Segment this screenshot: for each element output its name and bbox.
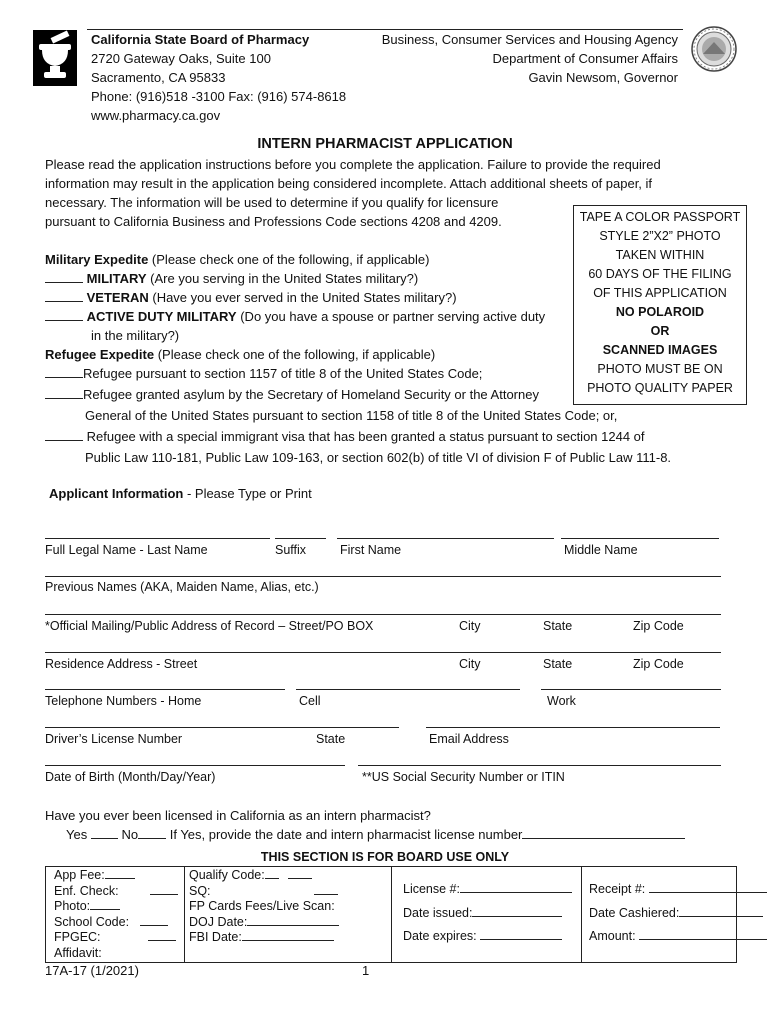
refugee-option-1157[interactable]: Refugee pursuant to section 1157 of title 8 of the United States Code; — [45, 366, 482, 381]
first-name-label: First Name — [340, 543, 402, 557]
board-date-cashiered: Date Cashiered: — [589, 902, 767, 926]
photo-box-line: OR — [650, 324, 670, 338]
checkbox-blank[interactable] — [45, 398, 83, 399]
pharmacy-mortar-pestle-logo — [33, 30, 77, 86]
phone-cell-label: Cell — [299, 694, 321, 708]
photo-box-line: NO POLAROID — [615, 305, 705, 319]
photo-box-line: PHOTO QUALITY PAPER — [587, 381, 733, 395]
board-photo: Photo: — [54, 899, 178, 915]
refugee-option-asylum[interactable]: Refugee granted asylum by the Secretary of Homeland Security or the Attorney — [45, 387, 539, 402]
military-option-military[interactable]: MILITARY (Are you serving in the United States military?) — [45, 271, 418, 286]
license-number-field[interactable] — [522, 838, 685, 839]
mailing-address-label: *Official Mailing/Public Address of Record – Street/PO BOX — [45, 619, 374, 633]
dl-state-label: State — [316, 732, 346, 746]
board-col-2 — [184, 867, 392, 962]
refugee-option-visa-cont: Public Law 110-181, Public Law 109-163, or section 602(b) of title VI of division F of Public Law 111-8. — [85, 450, 672, 465]
if-yes-label: If Yes, provide the date and intern pharmacist license number — [169, 827, 523, 842]
military-option-active-duty-cont: in the military?) — [91, 328, 180, 343]
board-sq: SQ: — [189, 884, 339, 900]
licensed-question: Have you ever been licensed in California as an intern pharmacist? — [45, 808, 431, 823]
email-label: Email Address — [429, 732, 509, 746]
agency-website[interactable]: www.pharmacy.ca.gov — [91, 108, 221, 123]
board-use-heading: THIS SECTION IS FOR BOARD USE ONLY — [260, 850, 510, 864]
residence-address-field[interactable] — [45, 652, 721, 653]
header-right-department: Department of Consumer Affairs — [492, 51, 678, 66]
photo-box-line: TAKEN WITHIN — [615, 248, 705, 262]
agency-phone: Phone: (916)518 -3100 Fax: (916) 574-8618 — [91, 89, 347, 104]
last-name-field[interactable] — [45, 538, 270, 539]
drivers-license-label: Driver’s License Number — [45, 732, 183, 746]
middle-name-label: Middle Name — [564, 543, 638, 557]
board-receipt-number: Receipt #: — [589, 878, 767, 902]
phone-home-label: Telephone Numbers - Home — [45, 694, 202, 708]
photo-box-line: 60 DAYS OF THE FILING — [588, 267, 732, 281]
photo-box — [573, 205, 747, 405]
middle-name-field[interactable] — [561, 538, 719, 539]
licensed-answer-row — [66, 827, 685, 842]
board-date-issued: Date issued: — [403, 902, 572, 926]
intro-line-3: necessary. The information will be used to determine if you qualify for licensure — [45, 195, 499, 210]
ssn-label: **US Social Security Number or ITIN — [362, 770, 565, 784]
previous-names-label: Previous Names (AKA, Maiden Name, Alias, etc.) — [45, 580, 319, 594]
residence-zip-label: Zip Code — [633, 657, 684, 671]
checkbox-blank[interactable] — [45, 282, 83, 283]
board-doj-date: DOJ Date: — [189, 915, 339, 931]
board-school-code: School Code: — [54, 915, 178, 931]
refugee-option-asylum-cont: General of the United States pursuant to section 1158 of title 8 of the United States Code; or, — [85, 408, 618, 423]
phone-work-label: Work — [547, 694, 576, 708]
no-blank[interactable] — [138, 838, 166, 839]
photo-box-line: PHOTO MUST BE ON — [597, 362, 723, 376]
phone-work-field[interactable] — [541, 689, 721, 690]
board-col-1 — [46, 867, 185, 962]
first-name-field[interactable] — [337, 538, 554, 539]
checkbox-blank[interactable] — [45, 301, 83, 302]
agency-address-1: 2720 Gateway Oaks, Suite 100 — [91, 51, 271, 66]
military-option-active-duty[interactable]: ACTIVE DUTY MILITARY (Do you have a spouse or partner serving active duty — [45, 309, 545, 324]
intro-line-4: pursuant to California Business and Professions Code sections 4208 and 4209. — [45, 214, 502, 229]
page-title: INTERN PHARMACIST APPLICATION — [257, 136, 513, 152]
checkbox-blank[interactable] — [45, 377, 83, 378]
intro-line-1: Please read the application instructions before you complete the application. Failure to provide the required — [45, 157, 661, 172]
yes-label: Yes — [66, 827, 88, 842]
board-app-fee: App Fee: — [54, 868, 178, 884]
photo-box-line: STYLE 2”X2” PHOTO — [599, 229, 721, 243]
last-name-label: Full Legal Name - Last Name — [45, 543, 208, 557]
phone-home-field[interactable] — [45, 689, 285, 690]
mailing-address-field[interactable] — [45, 614, 721, 615]
agency-name: California State Board of Pharmacy — [91, 32, 310, 47]
phone-cell-field[interactable] — [296, 689, 520, 690]
drivers-license-field[interactable] — [45, 727, 399, 728]
mailing-state-label: State — [543, 619, 573, 633]
checkbox-blank[interactable] — [45, 440, 83, 441]
board-enf-check: Enf. Check: — [54, 884, 178, 900]
board-fpgec: FPGEC: — [54, 930, 178, 946]
photo-box-line: SCANNED IMAGES — [602, 343, 718, 357]
header-right-governor: Gavin Newsom, Governor — [528, 70, 678, 85]
suffix-field[interactable] — [275, 538, 326, 539]
no-label: No — [121, 827, 139, 842]
residence-address-label: Residence Address - Street — [45, 657, 198, 671]
military-heading: Military Expedite (Please check one of the following, if applicable) — [45, 252, 430, 267]
board-affidavit: Affidavit: — [54, 945, 102, 960]
refugee-option-visa[interactable]: Refugee with a special immigrant visa that has been granted a status pursuant to section 1244 of — [45, 429, 645, 444]
board-use-table — [45, 866, 737, 963]
refugee-heading: Refugee Expedite (Please check one of the following, if applicable) — [45, 347, 436, 362]
dob-label: Date of Birth (Month/Day/Year) — [45, 770, 216, 784]
residence-city-label: City — [459, 657, 481, 671]
board-col-3 — [391, 867, 582, 962]
board-fp-cards: FP Cards Fees/Live Scan: — [189, 899, 335, 913]
email-field[interactable] — [426, 727, 720, 728]
yes-blank[interactable] — [91, 838, 118, 839]
board-qualify-code: Qualify Code: — [189, 868, 339, 884]
photo-box-line: TAPE A COLOR PASSPORT — [579, 210, 741, 224]
board-amount: Amount: — [589, 925, 767, 949]
form-number: 17A-17 (1/2021) — [45, 963, 139, 978]
state-seal-icon — [691, 26, 737, 72]
previous-names-field[interactable] — [45, 576, 721, 577]
header-right-agency: Business, Consumer Services and Housing Agency — [381, 32, 678, 47]
board-col-4 — [581, 867, 736, 962]
page-number: 1 — [362, 963, 370, 978]
mailing-zip-label: Zip Code — [633, 619, 684, 633]
residence-state-label: State — [543, 657, 573, 671]
military-option-veteran[interactable]: VETERAN (Have you ever served in the United States military?) — [45, 290, 457, 305]
applicant-heading: Applicant Information - Please Type or Print — [49, 486, 312, 501]
suffix-label: Suffix — [275, 543, 307, 557]
photo-box-line: OF THIS APPLICATION — [593, 286, 727, 300]
dob-field[interactable] — [45, 765, 345, 766]
ssn-field[interactable] — [358, 765, 721, 766]
intro-line-2: information may result in the application being considered incomplete. Attach additional sheets of paper, if — [45, 176, 653, 191]
checkbox-blank[interactable] — [45, 320, 83, 321]
agency-address-2: Sacramento, CA 95833 — [91, 70, 226, 85]
mailing-city-label: City — [459, 619, 481, 633]
board-license-number: License #: — [403, 878, 572, 902]
board-date-expires: Date expires: — [403, 925, 572, 949]
board-fbi-date: FBI Date: — [189, 930, 339, 946]
